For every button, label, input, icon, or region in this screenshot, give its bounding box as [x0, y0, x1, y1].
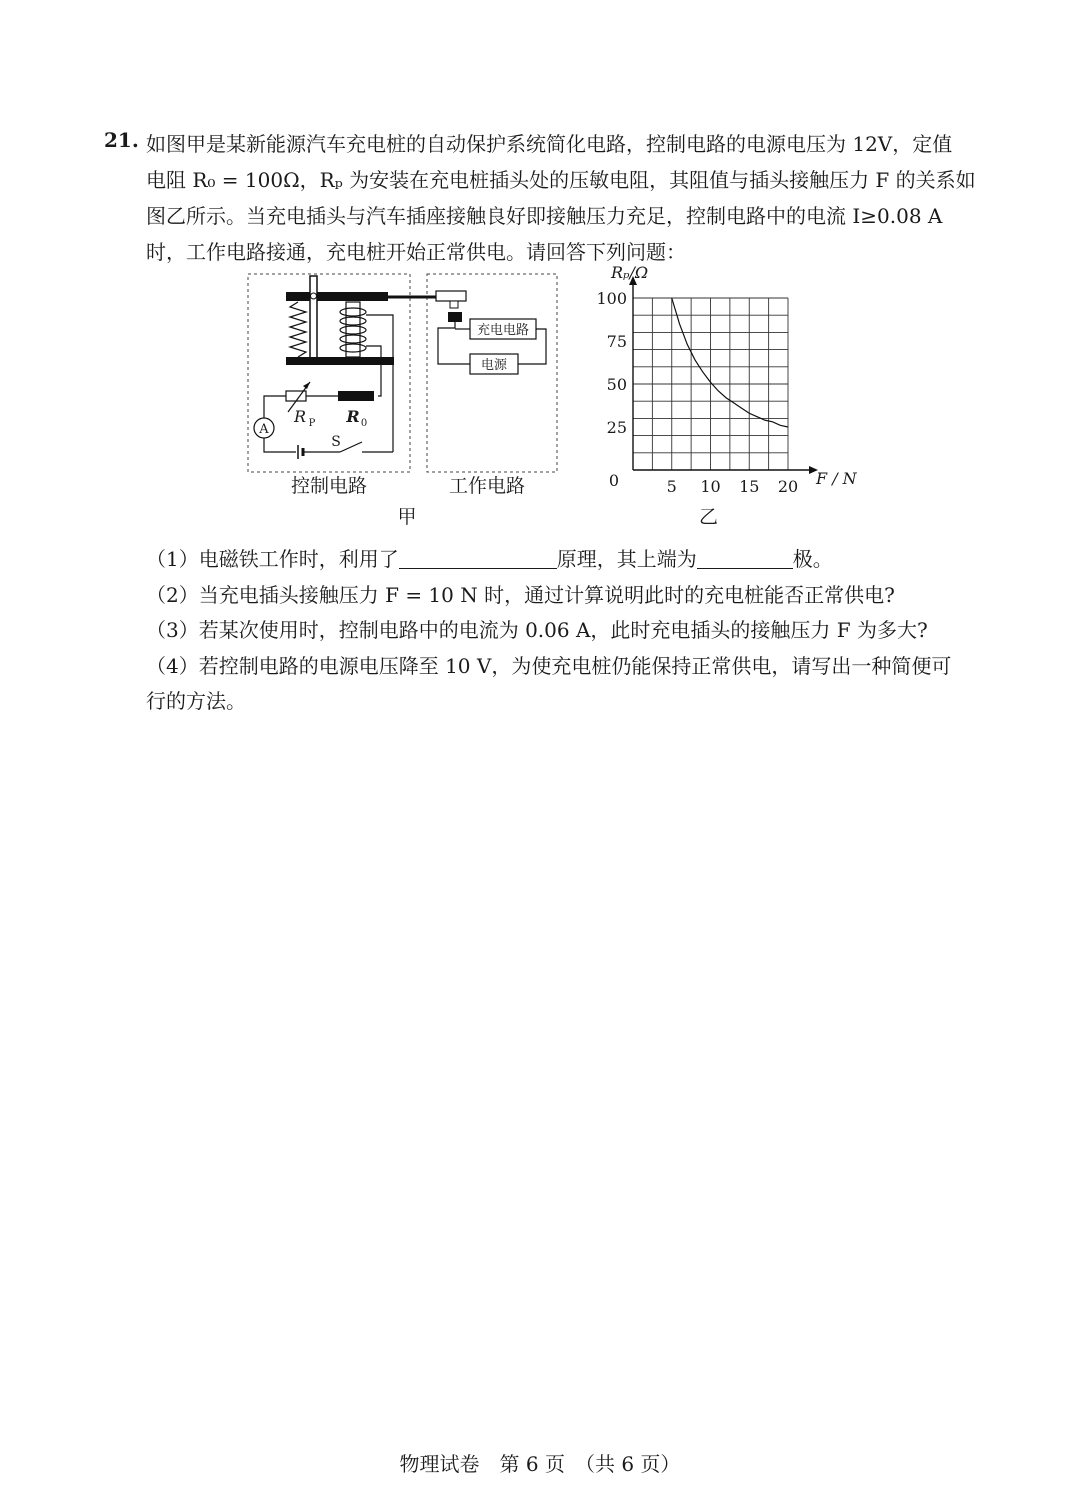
electromagnet-core: [346, 302, 360, 357]
x-tick-label: 5: [666, 477, 677, 496]
pivot-post: [310, 276, 317, 362]
y-tick-label: 25: [606, 418, 627, 437]
svg-text:A: A: [259, 422, 269, 437]
svg-text:充电电路: 充电电路: [476, 323, 530, 338]
svg-text:0: 0: [360, 418, 368, 429]
subquestion-2: （2）当充电插头接触压力 F = 10 N 时，通过计算说明此时的充电桩能否正常供电?: [146, 583, 895, 607]
question-number: 21.: [104, 128, 139, 152]
subquestion-1: （1）电磁铁工作时，利用了 原理，其上端为 极。: [146, 547, 833, 571]
control-circuit-box: [248, 274, 410, 472]
answer-blank-1[interactable]: [399, 548, 557, 569]
subquestion-3: （3）若某次使用时，控制电路中的电流为 0.06 A，此时充电插头的接触压力 F 为多大?: [146, 618, 928, 642]
r0-resistor: [338, 391, 374, 401]
r0-label: R: [346, 407, 360, 426]
base-plate: [286, 357, 394, 365]
question-line-4: 时，工作电路接通，充电桩开始正常供电。请回答下列问题：: [146, 240, 686, 264]
switch-label: S: [331, 434, 341, 450]
armature-bar: [286, 292, 388, 301]
rp-label: R: [293, 407, 307, 426]
x-axis-label: F / N: [816, 469, 857, 488]
y-tick-label: 75: [606, 332, 627, 351]
x-tick-label: 15: [739, 477, 760, 496]
svg-text:电源: 电源: [480, 358, 508, 373]
work-circuit-label: 工作电路: [448, 475, 526, 497]
origin-label: 0: [608, 471, 619, 490]
question-line-1: 如图甲是某新能源汽车充电桩的自动保护系统简化电路，控制电路的电源电压为 12V，定值: [146, 132, 953, 156]
x-tick-label: 10: [700, 477, 721, 496]
rp-force-chart: [596, 263, 857, 528]
y-axis-label: Rₚ/Ω: [611, 263, 649, 282]
svg-text:P: P: [308, 418, 316, 429]
static-contact: [448, 312, 462, 322]
spring: [290, 302, 306, 357]
page-footer: 物理试卷 第 6 页 （共 6 页）: [399, 1452, 681, 1476]
answer-blank-2[interactable]: [697, 548, 793, 569]
subquestion-4: （4）若控制电路的电源电压降至 10 V，为使充电桩仍能保持正常供电，请写出一种简便可: [146, 654, 952, 678]
y-tick-label: 50: [606, 375, 627, 394]
figure-yi-caption: 乙: [698, 506, 719, 528]
x-tick-label: 20: [777, 477, 799, 496]
question-line-3: 图乙所示。当充电插头与汽车插座接触良好即接触压力充足，控制电路中的电流 I≥0.08 A: [146, 204, 943, 228]
y-tick-label: 100: [596, 289, 627, 308]
control-circuit-label: 控制电路: [290, 475, 368, 497]
question-line-2: 电阻 R₀ = 100Ω，Rₚ 为安装在充电桩插头处的压敏电阻，其阻值与插头接触压力 F 的关系如: [146, 168, 976, 192]
figure-jia-caption: 甲: [397, 506, 417, 528]
circuit-diagram: [248, 274, 557, 528]
switch-s: [340, 442, 362, 452]
subquestion-4-cont: 行的方法。: [146, 689, 246, 713]
contact-bar: [436, 291, 466, 301]
figure: [240, 262, 860, 534]
